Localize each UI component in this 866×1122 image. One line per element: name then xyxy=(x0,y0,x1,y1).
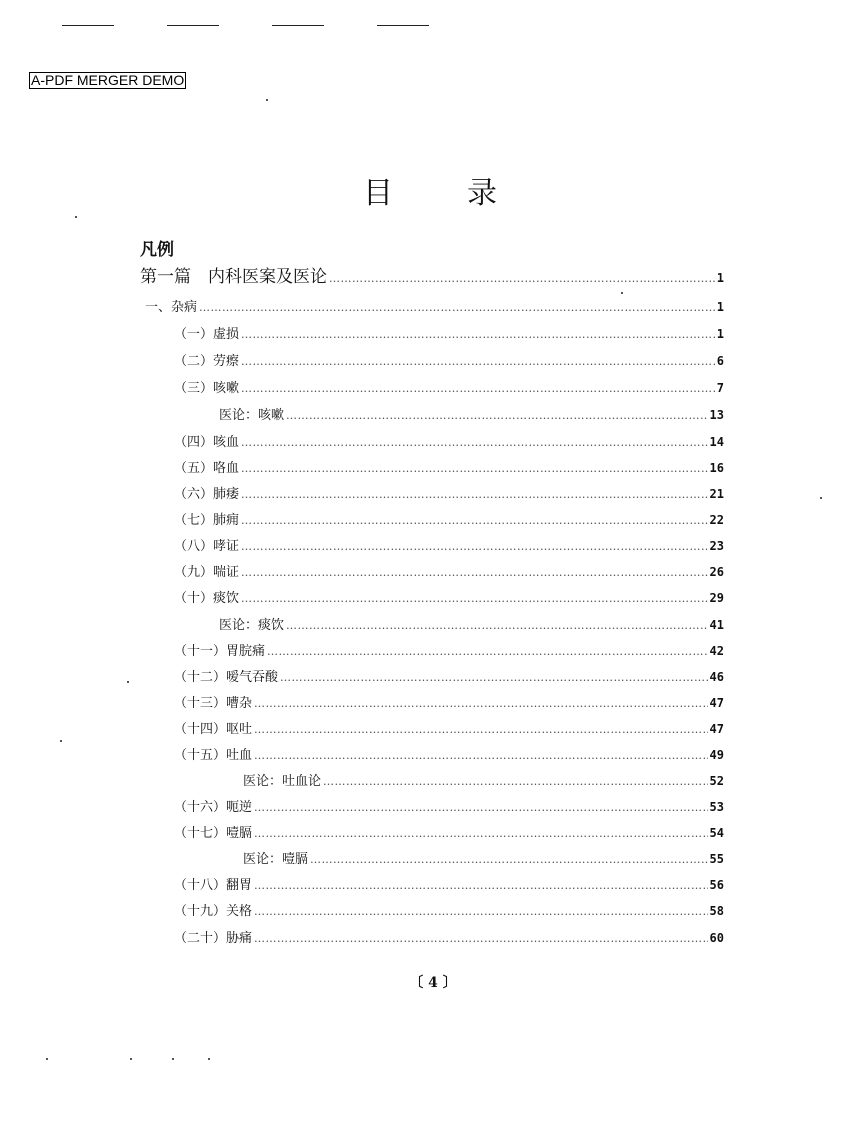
toc-label: 医论：咳嗽 xyxy=(219,408,285,423)
scan-speck xyxy=(266,99,268,101)
toc-label: （七）肺痈 xyxy=(174,513,240,528)
leader-dots xyxy=(329,268,715,290)
toc-page: 55 xyxy=(709,852,724,866)
toc-label: （六）肺痿 xyxy=(174,487,240,502)
toc-label: （十三）嘈杂 xyxy=(174,696,253,711)
leader-dots xyxy=(323,771,708,793)
leader-dots xyxy=(241,458,708,480)
toc-label: （二）劳瘵 xyxy=(174,354,240,369)
toc-item xyxy=(174,692,724,714)
toc-subitem xyxy=(219,614,724,636)
toc-page: 26 xyxy=(709,565,724,579)
leader-dots xyxy=(254,693,708,715)
leader-dots xyxy=(254,875,708,897)
toc-page: 1 xyxy=(716,271,724,285)
toc-page: 58 xyxy=(709,904,724,918)
leader-dots xyxy=(241,536,708,558)
toc-label: （三）咳嗽 xyxy=(174,381,240,396)
fanli-heading: 凡例 xyxy=(140,240,174,260)
toc-label: （二十）胁痛 xyxy=(174,931,253,946)
toc-page: 42 xyxy=(709,644,724,658)
toc-label: （四）咳血 xyxy=(174,435,240,450)
title-char-lu: 录 xyxy=(467,176,497,211)
toc-page: 14 xyxy=(709,435,724,449)
leader-dots xyxy=(241,484,708,506)
leader-dots xyxy=(254,901,708,923)
toc-item xyxy=(174,377,724,399)
toc-subitem xyxy=(219,404,724,426)
toc-page: 1 xyxy=(716,300,724,314)
leader-dots xyxy=(241,351,715,373)
page-number: 〔 4 〕 xyxy=(409,975,457,991)
toc-item xyxy=(174,483,724,505)
toc-item xyxy=(174,744,724,766)
header-rule-2 xyxy=(167,25,219,26)
leader-dots xyxy=(286,615,708,637)
toc-item xyxy=(174,640,724,662)
toc-label: （十二）嗳气吞酸 xyxy=(174,670,279,685)
toc-page: 6 xyxy=(716,354,724,368)
toc-label: （十五）吐血 xyxy=(174,748,253,763)
toc-page: 29 xyxy=(709,591,724,605)
leader-dots xyxy=(286,405,708,427)
toc-page: 52 xyxy=(709,774,724,788)
toc-page: 56 xyxy=(709,878,724,892)
toc-page: 41 xyxy=(709,618,724,632)
leader-dots xyxy=(241,562,708,584)
toc-page: 22 xyxy=(709,513,724,527)
leader-dots xyxy=(241,432,708,454)
leader-dots xyxy=(199,297,715,319)
toc-item xyxy=(174,509,724,531)
scan-speck xyxy=(621,292,623,294)
toc-page: 47 xyxy=(709,696,724,710)
toc-label: （十一）胃脘痛 xyxy=(174,644,266,659)
toc-item xyxy=(174,666,724,688)
toc-label: （九）喘证 xyxy=(174,565,240,580)
toc-label: （五）咯血 xyxy=(174,461,240,476)
toc-item xyxy=(174,718,724,740)
toc-label: （十四）呕吐 xyxy=(174,722,253,737)
toc-item xyxy=(174,457,724,479)
toc-label: 医论：噎膈 xyxy=(243,852,309,867)
scan-speck xyxy=(127,681,129,683)
scan-speck xyxy=(46,1058,48,1060)
toc-label: （十七）噎膈 xyxy=(174,826,253,841)
title-char-mu: 目 xyxy=(363,176,393,211)
toc-label: 医论：痰饮 xyxy=(219,618,285,633)
header-rule-1 xyxy=(62,25,114,26)
toc-page: 46 xyxy=(709,670,724,684)
toc-label: 一、杂病 xyxy=(145,300,198,315)
toc-page: 23 xyxy=(709,539,724,553)
leader-dots xyxy=(241,588,708,610)
toc-label: （十六）呃逆 xyxy=(174,800,253,815)
scan-speck xyxy=(172,1058,174,1060)
toc-section xyxy=(145,296,724,318)
toc-item xyxy=(174,323,724,345)
toc-page: 47 xyxy=(709,722,724,736)
leader-dots xyxy=(241,510,708,532)
toc-page: 60 xyxy=(709,931,724,945)
leader-dots xyxy=(254,719,708,741)
toc-label: （十八）翻胃 xyxy=(174,878,253,893)
toc-item xyxy=(174,796,724,818)
leader-dots xyxy=(241,324,715,346)
toc-item xyxy=(174,535,724,557)
toc-part xyxy=(140,266,724,288)
toc-item xyxy=(174,927,724,949)
toc-item xyxy=(174,431,724,453)
toc-page: 7 xyxy=(716,381,724,395)
header-rule-4 xyxy=(377,25,429,26)
toc-item xyxy=(174,350,724,372)
toc-label: 第一篇 内科医案及医论 xyxy=(140,267,327,287)
leader-dots xyxy=(280,667,708,689)
scan-speck xyxy=(820,497,822,499)
leader-dots xyxy=(254,823,708,845)
leader-dots xyxy=(254,797,708,819)
toc-item xyxy=(174,874,724,896)
toc-label: （十）痰饮 xyxy=(174,591,240,606)
toc-subitem xyxy=(243,770,724,792)
toc-label: （十九）关格 xyxy=(174,904,253,919)
toc-page: 13 xyxy=(709,408,724,422)
toc-page: 21 xyxy=(709,487,724,501)
leader-dots xyxy=(254,928,708,950)
toc-item xyxy=(174,900,724,922)
watermark-label: A-PDF MERGER DEMO xyxy=(31,72,185,88)
toc-label: （八）哮证 xyxy=(174,539,240,554)
toc-page: 16 xyxy=(709,461,724,475)
toc-item xyxy=(174,822,724,844)
leader-dots xyxy=(267,641,708,663)
header-rule-3 xyxy=(272,25,324,26)
scan-speck xyxy=(60,740,62,742)
toc-subitem xyxy=(243,848,724,870)
toc-label: （一）虚损 xyxy=(174,327,240,342)
toc-item xyxy=(174,561,724,583)
page-title xyxy=(0,168,866,218)
scan-speck xyxy=(208,1058,210,1060)
leader-dots xyxy=(310,849,708,871)
toc-page: 54 xyxy=(709,826,724,840)
toc-page: 49 xyxy=(709,748,724,762)
toc-page: 53 xyxy=(709,800,724,814)
toc-page: 1 xyxy=(716,327,724,341)
leader-dots xyxy=(241,378,715,400)
leader-dots xyxy=(254,745,708,767)
toc-item xyxy=(174,587,724,609)
scan-speck xyxy=(130,1058,132,1060)
toc-label: 医论：吐血论 xyxy=(243,774,322,789)
